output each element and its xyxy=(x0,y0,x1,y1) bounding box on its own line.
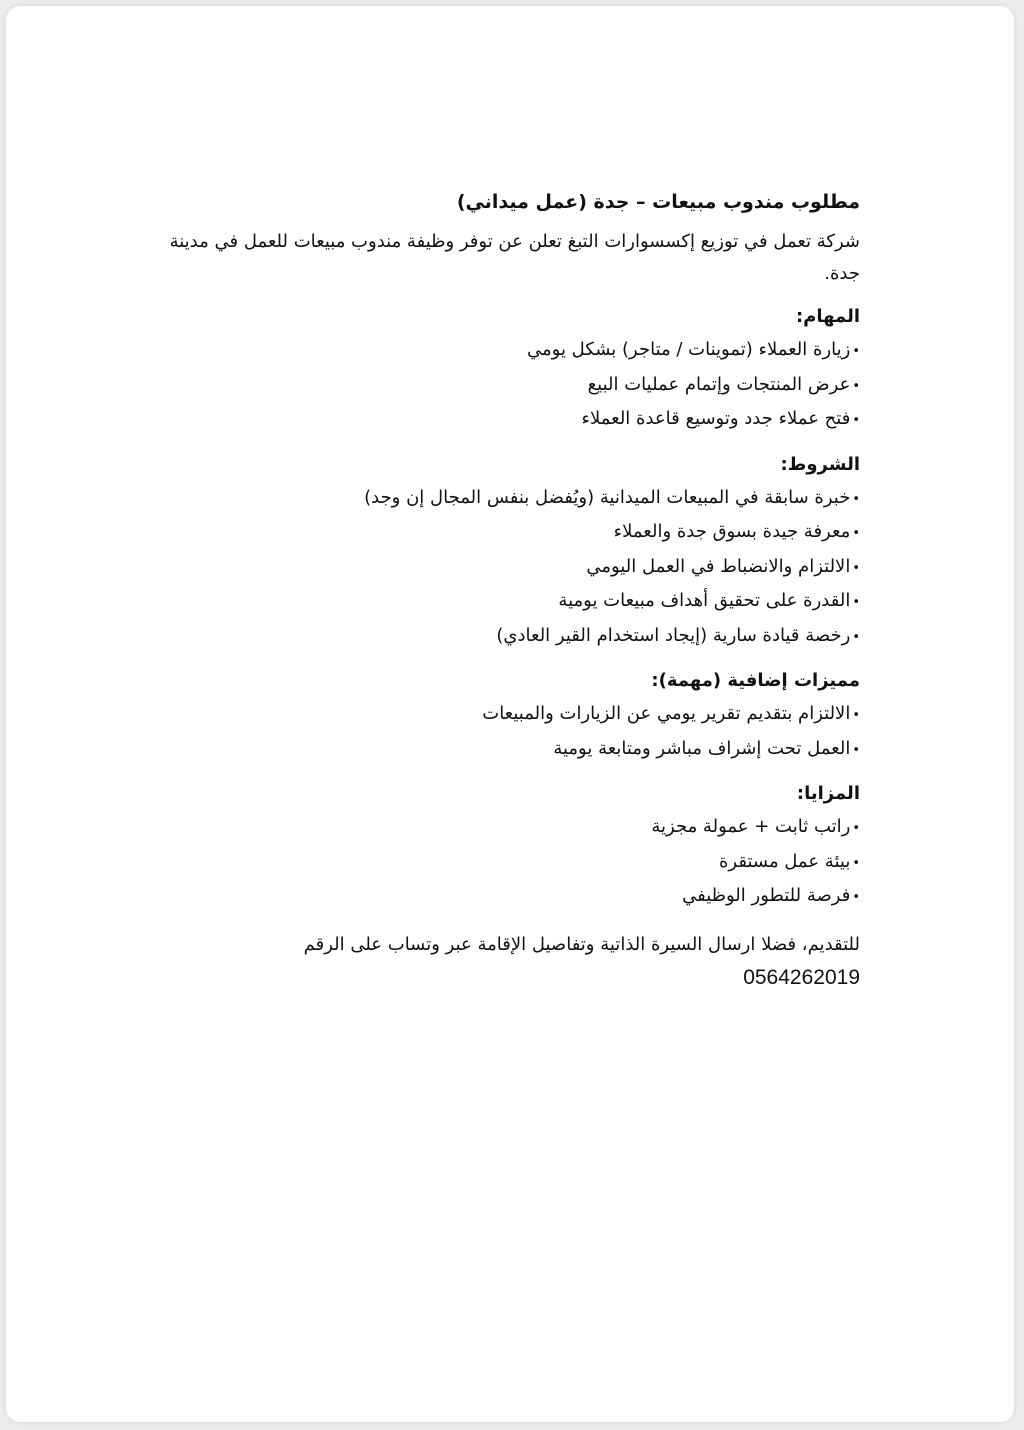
list-item-text: بيئة عمل مستقرة xyxy=(718,850,851,872)
bullet-icon: • xyxy=(852,491,860,507)
requirements-heading: الشروط: xyxy=(780,453,860,475)
bullet-icon: • xyxy=(852,595,860,610)
benefits-heading: المزايا: xyxy=(796,783,860,804)
bullet-icon: • xyxy=(852,413,860,428)
tasks-list xyxy=(160,334,860,438)
list-item-text: فتح عملاء جدد وتوسيع قاعدة العملاء xyxy=(581,408,851,429)
list-item-text: الالتزام بتقديم تقرير يومي عن الزيارات والمبيعات xyxy=(482,703,851,724)
phone-number: 0564262019 xyxy=(743,965,860,989)
list-item-text: العمل تحت إشراف مباشر ومتابعة يومية xyxy=(553,737,851,759)
bullet-icon: • xyxy=(852,629,860,645)
bullet-icon: • xyxy=(852,742,860,758)
apply-instructions: للتقديم، فضلا ارسال السيرة الذاتية وتفاصيل الإقامة عبر وتساب على الرقم xyxy=(303,933,860,955)
job-posting xyxy=(160,182,860,995)
bullet-icon: • xyxy=(852,344,860,359)
list-item-text: القدرة على تحقيق أهداف مبيعات يومية xyxy=(558,590,851,611)
extra-heading: مميزات إضافية (مهمة): xyxy=(651,670,860,691)
requirements-section xyxy=(160,450,860,655)
list-item xyxy=(160,585,860,620)
list-item xyxy=(160,516,860,551)
list-item-text: رخصة قيادة سارية (إيجاد استخدام القير العادي) xyxy=(496,624,851,646)
list-item xyxy=(160,846,860,881)
extra-section xyxy=(160,666,860,767)
list-item-text: معرفة جيدة بسوق جدة والعملاء xyxy=(613,521,851,542)
bullet-icon: • xyxy=(852,708,860,723)
posting-title: مطلوب مندوب مبيعات – جدة (عمل ميداني) xyxy=(456,191,860,213)
bullet-icon: • xyxy=(852,821,860,836)
bullet-icon: • xyxy=(852,378,860,394)
list-item xyxy=(160,733,860,768)
list-item xyxy=(160,334,860,369)
bullet-icon: • xyxy=(852,560,860,576)
tasks-heading: المهام: xyxy=(795,306,860,327)
list-item-text: زيارة العملاء (تموينات / متاجر) بشكل يومي xyxy=(527,339,851,360)
document-page xyxy=(6,6,1014,1422)
list-item xyxy=(160,403,860,438)
list-item-text: الالتزام والانضباط في العمل اليومي xyxy=(586,555,851,577)
bullet-icon: • xyxy=(852,855,860,871)
requirements-list xyxy=(160,482,860,655)
intro-paragraph: شركة تعمل في توزيع إكسسوارات التبغ تعلن عن توفر وظيفة مندوب مبيعات للعمل في مدينة جدة. xyxy=(169,231,860,284)
list-item xyxy=(160,551,860,586)
extra-list xyxy=(160,698,860,767)
bullet-icon: • xyxy=(852,526,860,541)
list-item-text: خبرة سابقة في المبيعات الميدانية (ويُفضل بنفس المجال إن وجد) xyxy=(364,486,851,508)
list-item xyxy=(160,620,860,655)
bullet-icon: • xyxy=(852,890,860,905)
list-item xyxy=(160,880,860,915)
list-item xyxy=(160,482,860,517)
list-item xyxy=(160,698,860,733)
benefits-section xyxy=(160,779,860,915)
list-item-text: عرض المنتجات وإتمام عمليات البيع xyxy=(587,373,851,395)
list-item-text: راتب ثابت + عمولة مجزية xyxy=(651,816,851,837)
list-item-text: فرصة للتطور الوظيفي xyxy=(682,885,851,906)
benefits-list xyxy=(160,811,860,915)
tasks-section xyxy=(160,302,860,438)
list-item xyxy=(160,369,860,404)
list-item xyxy=(160,811,860,846)
